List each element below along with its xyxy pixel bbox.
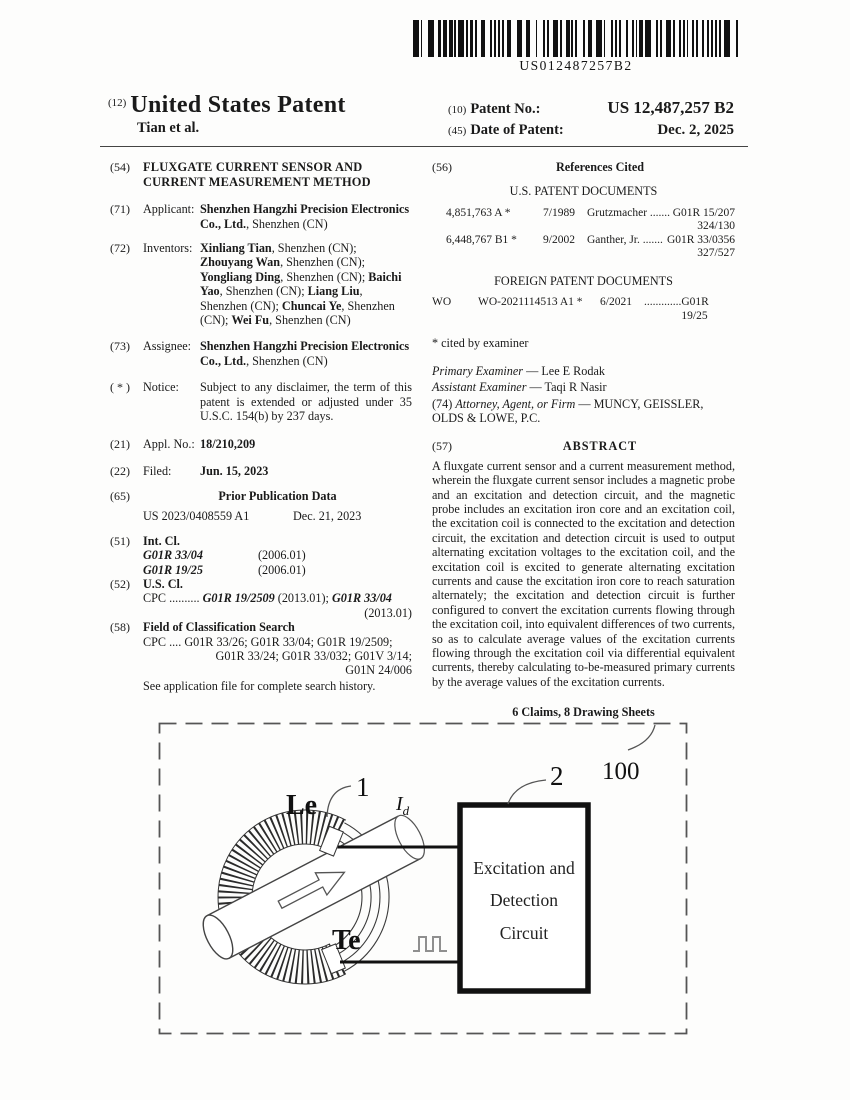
prior-pub-row <box>143 509 412 523</box>
header-right <box>448 98 734 143</box>
section-inventors-72 <box>110 241 412 327</box>
label-Le: Le <box>286 790 318 821</box>
inventors-value: Xinliang Tian, Shenzhen (CN); Zhouyang Wan, Shenzhen (CN); Yongliang Ding, Shenzhen (CN); Baichi Yao, Shenzhen (CN); Liang Liu, Shenzhen (CN); Chuncai Ye, Shenzhen (CN); Wei Fu, Shenzhen (CN) <box>200 241 402 327</box>
field-tag: (51) <box>110 533 130 548</box>
us-ref-row-cont: 327/527 <box>697 247 735 260</box>
barcode-number: US012487257B2 <box>519 58 633 73</box>
references-cited-heading: References Cited <box>555 160 645 174</box>
label-1: 1 <box>356 772 370 802</box>
claims-drawing-sheets-line: 6 Claims, 8 Drawing Sheets <box>512 705 655 720</box>
kind-code-number: (12) <box>108 97 127 109</box>
label-100: 100 <box>602 758 640 785</box>
date-of-patent-value: Dec. 2, 2025 <box>657 122 734 138</box>
field-tag: (54) <box>110 160 130 174</box>
foreign-patent-documents-heading: FOREIGN PATENT DOCUMENTS <box>494 274 673 289</box>
field-tag: (58) <box>110 620 130 635</box>
barcode-bars <box>413 20 739 57</box>
section-notice <box>110 380 412 423</box>
field-tag: (22) <box>110 463 130 478</box>
us-patent-documents-heading: U.S. PATENT DOCUMENTS <box>509 184 658 199</box>
us-ref-row: 6,448,767 B1 * 9/2002 Ganther, Jr. ....... G01R 33/0356 <box>446 233 735 246</box>
notice-label: Notice: <box>143 380 179 395</box>
field-search-line: G01R 33/24; G01R 33/032; G01V 3/14; <box>215 649 412 664</box>
label-Te: Te <box>332 925 361 956</box>
inventors-label: Inventors: <box>143 241 193 256</box>
date-of-patent-label: Date of Patent: <box>470 122 564 138</box>
first-named-inventor: Tian et al. <box>137 120 200 136</box>
section-field-search-58 <box>110 620 412 678</box>
label-Id: $I_d$ <box>396 793 410 818</box>
square-wave-icon <box>413 937 447 951</box>
int-cl-row: G01R 33/04 (2006.01) <box>143 548 306 563</box>
field-tag: (52) <box>110 577 130 592</box>
cited-by-examiner-note: * cited by examiner <box>432 335 529 350</box>
int-cl-heading: Int. Cl. <box>143 533 180 548</box>
field-tag: (73) <box>110 339 130 354</box>
patent-no-value: US 12,487,257 B2 <box>607 98 734 117</box>
document-title: United States Patent <box>130 92 346 118</box>
field-search-line: CPC .... G01R 33/26; G01R 33/04; G01R 19/2509; <box>143 634 393 649</box>
date-field-code: (45) <box>448 125 467 137</box>
attorney-agent-firm: (74) Attorney, Agent, or Firm — MUNCY, GEISSLER, OLDS & LOWE, P.C. <box>432 396 704 426</box>
patent-drawing-figure <box>158 722 688 1035</box>
section-prior-pub-65 <box>110 489 412 503</box>
section-us-cl-52 <box>110 577 412 620</box>
patent-no-field-code: (10) <box>448 104 467 116</box>
patent-barcode <box>413 20 739 74</box>
invention-title: FLUXGATE CURRENT SENSOR AND CURRENT MEASUREMENT METHOD <box>143 160 371 189</box>
field-tag: (65) <box>110 489 130 504</box>
field-tag: ( * ) <box>110 380 130 395</box>
field-tag: (56) <box>432 160 452 174</box>
leader-line-1 <box>327 786 351 817</box>
abstract-text: A fluxgate current sensor and a current measurement method, wherein the fluxgate current sensor includes a magnetic probe and an excitation and detection circuit, and the magnetic probe includes an excitation iron core and an excitation coil, the excitation coil is connected to the excitation and detection circuit, the excitation and detection circuit is used to output alternating excitation voltages to the excitation coil, and the excitation coil is excited to generate alternating excitation currents and cause the excitation iron core to reach saturation alternately; the excitation and detection circuit is further configured to convert the excitation currents flowing through the excitation coil, into equivalent differences of two currents, so as to calculate average values of the excitation currents flowing through the excitation coil via differential equivalent currents, thereby calculating to-be-measured primary currents by the average values of the excitation currents. <box>432 458 736 689</box>
notice-text: Subject to any disclaimer, the term of this patent is extended or adjusted under 35 U.S.C. 154(b) by 237 days. <box>200 380 412 423</box>
us-cl-block <box>143 577 412 620</box>
field-tag: (57) <box>432 438 452 453</box>
applicant-label: Applicant: <box>143 202 195 217</box>
prior-pub-heading: Prior Publication Data <box>218 489 337 504</box>
section-filed-22 <box>110 464 412 478</box>
filed-label: Filed: <box>143 463 172 478</box>
appl-no-value: 18/210,209 <box>200 437 256 452</box>
prior-pub-date: Dec. 21, 2023 <box>293 508 362 523</box>
section-abstract-57 <box>432 439 735 453</box>
section-assignee-73 <box>110 339 412 368</box>
search-history-note: See application file for complete search history. <box>143 678 376 693</box>
applicant-value: Shenzhen Hangzhi Precision Electronics Co., Ltd., Shenzhen (CN) <box>200 202 410 231</box>
section-appl-no-21 <box>110 437 412 451</box>
circuit-box-line-1: Excitation and <box>473 858 575 878</box>
us-ref-row-cont: 324/130 <box>697 220 735 233</box>
cpc-line-1: CPC .......... G01R 19/2509 (2013.01); G01R 33/04 <box>143 591 392 606</box>
prior-pub-number: US 2023/0408559 A1 <box>143 508 250 523</box>
us-ref-row: 4,851,763 A * 7/1989 Grutzmacher ....... G01R 15/207 <box>446 206 735 219</box>
section-title-54 <box>110 160 412 189</box>
assistant-examiner: Assistant Examiner — Taqi R Nasir <box>432 380 607 395</box>
section-int-cl-51 <box>110 534 412 577</box>
references-abstract-column <box>432 160 735 720</box>
circuit-box-line-2: Detection <box>489 890 559 910</box>
section-applicant-71 <box>110 202 412 231</box>
field-tag: (21) <box>110 437 130 452</box>
primary-examiner: Primary Examiner — Lee E Rodak <box>432 363 605 378</box>
leader-line-2 <box>508 780 546 804</box>
field-tag: (72) <box>110 241 130 256</box>
bibliographic-column <box>110 160 412 693</box>
leader-line-100 <box>628 725 655 750</box>
patent-no-label: Patent No.: <box>470 101 541 117</box>
filed-value: Jun. 15, 2023 <box>200 463 269 478</box>
int-cl-block <box>143 534 412 577</box>
cpc-line-2: (2013.01) <box>364 605 412 620</box>
assignee-label: Assignee: <box>143 339 192 354</box>
appl-no-label: Appl. No.: <box>143 437 195 452</box>
header-left <box>108 92 346 137</box>
field-search-block <box>143 620 412 678</box>
section-references-56 <box>432 160 735 174</box>
foreign-ref-row: WO WO-2021114513 A1 * 6/2021 ............. G01R 19/25 <box>432 296 709 322</box>
int-cl-row: G01R 19/25 (2006.01) <box>143 562 306 577</box>
us-cl-heading: U.S. Cl. <box>143 577 183 592</box>
field-search-line: G01N 24/006 <box>345 663 412 678</box>
field-search-heading: Field of Classification Search <box>143 620 295 635</box>
circuit-box-line-3: Circuit <box>499 923 549 943</box>
assignee-value: Shenzhen Hangzhi Precision Electronics Co., Ltd., Shenzhen (CN) <box>200 339 410 368</box>
field-tag: (71) <box>110 202 130 217</box>
header-divider <box>100 146 748 147</box>
abstract-heading: ABSTRACT <box>562 438 638 453</box>
label-2: 2 <box>550 761 564 791</box>
